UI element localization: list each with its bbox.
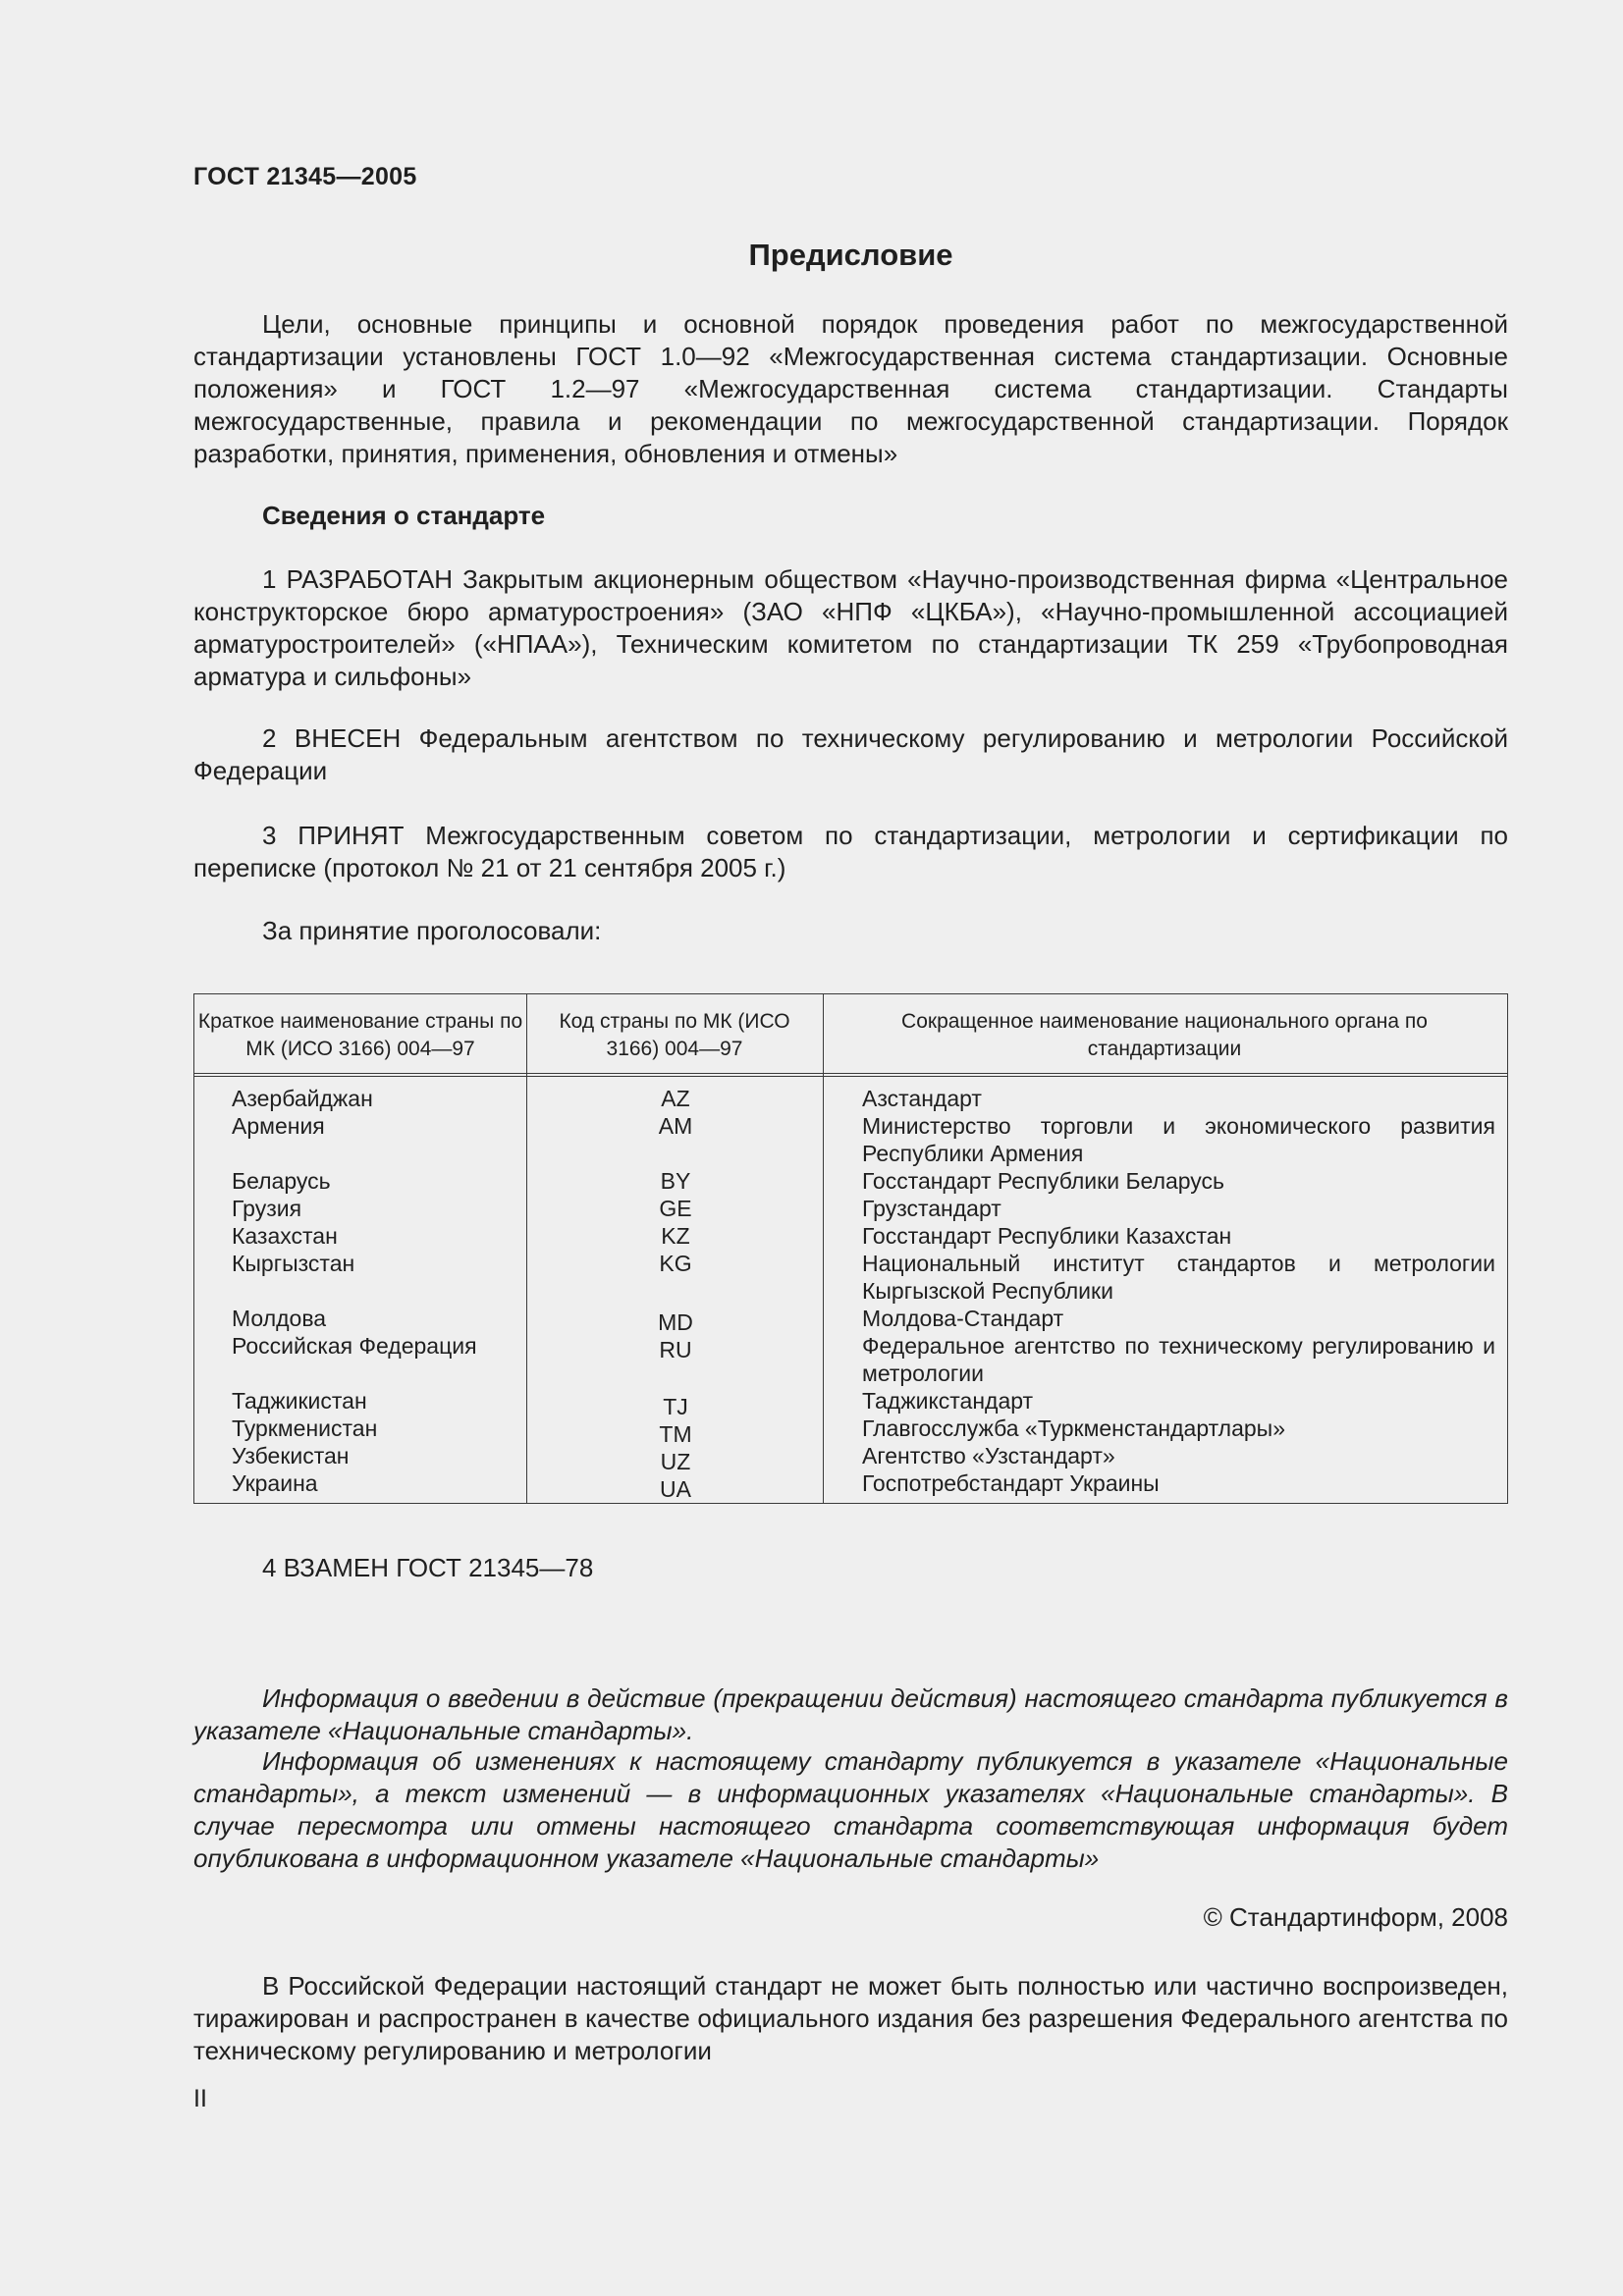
table-row: [194, 1195, 1507, 1222]
table-row: [194, 1112, 1507, 1167]
country-code: MD: [658, 1309, 693, 1335]
table-row: [194, 1250, 1507, 1305]
country-code: GE: [659, 1196, 692, 1221]
standards-body: Азстандарт: [862, 1086, 982, 1111]
standards-body: Главгосслужба «Туркменстандартлары»: [862, 1415, 1285, 1441]
header-body: Сокращенное наименование национального органа по стандартизации: [901, 1010, 1428, 1060]
standards-body: Национальный институт стандартов и метрологии Кыргызской Республики: [862, 1251, 1495, 1304]
notice-introduction: Информация о введении в действие (прекращении действия) настоящего стандарта публикуется в указателе «Национальные стандарты».: [193, 1683, 1508, 1745]
country-name: Армения: [232, 1113, 325, 1139]
restriction-paragraph: В Российской Федерации настоящий стандарт не может быть полностью или частично воспроизведен, тиражирован и распространен в качестве официального издания без разрешения Федерального агентства по техническому регулированию и метрологии: [193, 1971, 1508, 2065]
item-replaces: 4 ВЗАМЕН ГОСТ 21345—78: [262, 1553, 594, 1582]
table-row: [194, 1469, 1507, 1502]
voted-label: За принятие проголосовали:: [262, 916, 602, 945]
table-body: [194, 1085, 1507, 1502]
standards-body: Грузстандарт: [862, 1196, 1001, 1221]
country-code: KG: [659, 1251, 692, 1276]
header-country: Краткое наименование страны по МК (ИСО 3166) 004—97: [197, 1010, 523, 1060]
standards-body: Госстандарт Республики Казахстан: [862, 1223, 1232, 1249]
standards-body: Молдова-Стандарт: [862, 1306, 1064, 1331]
country-code: AZ: [661, 1086, 690, 1111]
voting-table: [193, 993, 1508, 1504]
country-code: AM: [658, 1113, 693, 1139]
page-number: II: [193, 2085, 207, 2112]
info-heading: Сведения о стандарте: [262, 501, 546, 530]
intro-paragraph: Цели, основные принципы и основной порядок проведения работ по межгосударственной стандартизации установлены ГОСТ 1.0—92 «Межгосударственная система стандартизации. Основные положения» и ГОСТ 1.2—97 «Межгосударственная система стандартизации. Стандарты межгосударственные, правила и рекомендации по межгосударственной стандартизации. Порядок разработки, принятия, применения, обновления и отмены»: [193, 309, 1508, 468]
standards-body: Министерство торговли и экономического развития Республики Армения: [862, 1113, 1495, 1166]
country-name: Азербайджан: [232, 1086, 373, 1111]
table-row: [194, 1332, 1507, 1387]
standards-body: Таджикстандарт: [862, 1388, 1034, 1414]
copyright: © Стандартинформ, 2008: [1203, 1902, 1508, 1932]
country-code: BY: [660, 1168, 691, 1194]
country-name: Казахстан: [232, 1223, 338, 1249]
country-name: Узбекистан: [232, 1443, 350, 1468]
table-row: [194, 1387, 1507, 1419]
notice-changes: Информация об изменениях к настоящему стандарту публикуется в указателе «Национальные стандарты», а текст изменений — в информационных указателях «Национальные стандарты». В случае пересмотра или отмены настоящего стандарта соответствующая информация будет опубликована в информационном указателе «Национальные стандарты»: [193, 1746, 1508, 1873]
country-code: RU: [659, 1337, 692, 1362]
table-row: [194, 1222, 1507, 1250]
table-header: [194, 994, 1507, 1077]
header-code: Код страны по МК (ИСО 3166) 004—97: [559, 1010, 790, 1060]
item-developed: 1 РАЗРАБОТАН Закрытым акционерным обществом «Научно-производственная фирма «Центральное конструкторское бюро арматуростроения» (ЗАО «НПФ «ЦКБА»), «Научно-промышленной ассоциацией арматуростроителей» («НПАА»), Техническим комитетом по стандартизации ТК 259 «Трубопроводная арматура и сильфоны»: [193, 564, 1508, 691]
standards-body: Федеральное агентство по техническому регулированию и метрологии: [862, 1333, 1495, 1386]
country-code: TJ: [663, 1394, 688, 1419]
country-code: UZ: [660, 1449, 691, 1474]
table-row: [194, 1415, 1507, 1447]
country-name: Украина: [232, 1470, 318, 1496]
country-name: Туркменистан: [232, 1415, 378, 1441]
country-code: UA: [660, 1476, 691, 1502]
country-name: Молдова: [232, 1306, 327, 1331]
country-code: TM: [659, 1421, 692, 1447]
table-row: [194, 1442, 1507, 1474]
table-row: [194, 1305, 1507, 1335]
country-code: KZ: [661, 1223, 690, 1249]
country-name: Российская Федерация: [232, 1333, 477, 1359]
page-title: Предисловие: [748, 238, 953, 272]
document-code: ГОСТ 21345—2005: [193, 163, 417, 190]
table-row: [194, 1085, 1507, 1112]
country-name: Таджикистан: [232, 1388, 367, 1414]
country-name: Кыргызстан: [232, 1251, 355, 1276]
standards-body: Госпотребстандарт Украины: [862, 1470, 1160, 1496]
table-row: [194, 1167, 1507, 1195]
country-name: Грузия: [232, 1196, 302, 1221]
item-submitted: 2 ВНЕСЕН Федеральным агентством по техническому регулированию и метрологии Российской Федерации: [193, 723, 1508, 785]
item-adopted: 3 ПРИНЯТ Межгосударственным советом по стандартизации, метрологии и сертификации по переписке (протокол № 21 от 21 сентября 2005 г.): [193, 821, 1508, 882]
standards-body: Госстандарт Республики Беларусь: [862, 1168, 1225, 1194]
country-name: Беларусь: [232, 1168, 331, 1194]
standards-body: Агентство «Узстандарт»: [862, 1443, 1115, 1468]
